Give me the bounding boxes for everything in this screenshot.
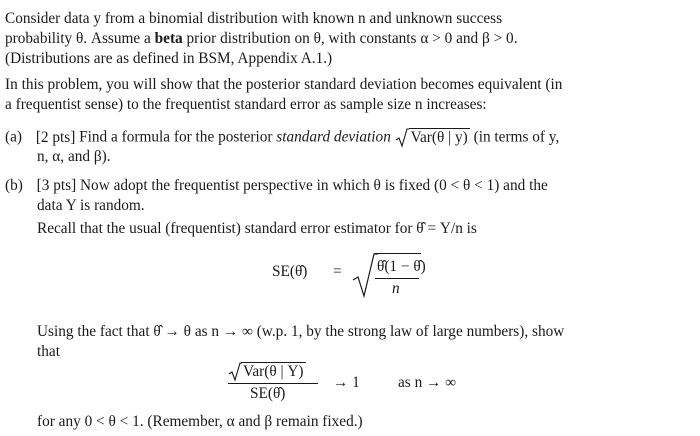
ratio-numerator: Var(θ | Y) — [243, 363, 304, 380]
using-line-1: Using the fact that θ̂ → θ as n → ∞ (w.p. 1, by the strong law of large numbers), show — [37, 323, 565, 340]
part-a-emphasis: standard deviation — [276, 128, 391, 146]
intro-line-3: (Distributions are as defined in BSM, Appendix A.1.) — [5, 50, 333, 67]
ratio-square-root-icon — [228, 362, 242, 382]
problem-line-1: In this problem, you will show that the posterior standard deviation becomes equivalent (in — [5, 76, 563, 93]
big-square-root-icon — [352, 252, 378, 298]
intro-line-2-end: prior distribution on θ, with constants α > 0 and β > 0. — [182, 30, 518, 47]
ratio-fraction-bar — [228, 383, 318, 384]
part-b-line-1 — [5, 177, 548, 195]
as-n-to-infinity: as n → ∞ — [398, 374, 457, 391]
sqrt-vinculum — [375, 253, 421, 254]
part-b-points: [3 pts] — [36, 177, 77, 194]
problem-line-2: a frequentist sense) to the frequentist standard error as sample size n increases: — [5, 96, 487, 113]
part-a-points: [2 pts] — [35, 128, 76, 146]
using-line-2: that — [37, 343, 60, 360]
final-line: for any 0 < θ < 1. (Remember, α and β remain fixed.) — [37, 413, 363, 430]
ratio-denominator: SE(θ̂) — [250, 385, 286, 402]
se-numerator: θ̂(1 − θ̂) — [377, 258, 426, 275]
se-label: SE(θ̂) — [272, 263, 308, 280]
se-fraction-bar — [375, 278, 419, 279]
part-a-line-2: n, α, and β). — [37, 148, 111, 165]
part-a-text-1: Find a formula for the posterior — [75, 128, 277, 146]
part-b-line-2: data Y is random. — [37, 197, 145, 214]
part-b-text-1: Now adopt the frequentist perspective in which θ is fixed (0 < θ < 1) and the — [76, 177, 548, 194]
se-equals: = — [333, 263, 342, 280]
beta-bold-word: beta — [154, 30, 183, 47]
part-a-label: (a) — [5, 128, 22, 146]
recall-line: Recall that the usual (frequentist) standard error estimator for θ̂ = Y/n is — [37, 220, 477, 237]
intro-line-2 — [5, 30, 518, 48]
square-root-icon — [395, 128, 409, 148]
part-a-line-1 — [5, 128, 559, 148]
part-a-text-2: (in terms of y, — [469, 128, 560, 146]
ratio-arrow-one: → 1 — [333, 374, 360, 391]
se-denominator: n — [392, 280, 400, 297]
part-a-var-expr: Var(θ | y) — [410, 128, 468, 146]
intro-line-1: Consider data y from a binomial distribution with known n and unknown success — [5, 10, 503, 27]
part-b-label: (b) — [5, 177, 23, 194]
intro-line-2-start: probability θ. Assume a — [5, 30, 155, 47]
